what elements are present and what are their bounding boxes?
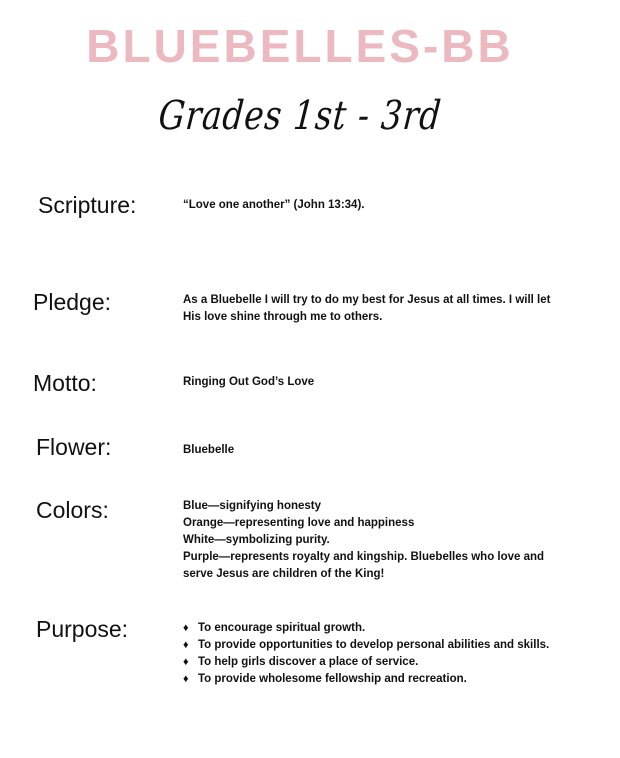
purpose-item-text: To help girls discover a place of service. — [198, 656, 419, 668]
purpose-label: Purpose: — [36, 616, 129, 642]
scripture-label: Scripture: — [38, 192, 137, 218]
diamond-bullet-icon: ♦ — [183, 622, 189, 634]
colors-label: Colors: — [36, 497, 109, 523]
purpose-item — [183, 637, 593, 654]
colors-line-5: serve Jesus are children of the King! — [183, 568, 385, 580]
diamond-bullet-icon: ♦ — [183, 639, 189, 651]
purpose-item — [183, 671, 593, 688]
colors-line-3: White—symbolizing purity. — [183, 534, 330, 546]
colors-line-2: Orange—representing love and happiness — [183, 517, 415, 529]
scripture-text — [183, 197, 593, 214]
pledge-label: Pledge: — [33, 289, 112, 315]
scripture-line: “Love one another” (John 13:34). — [183, 199, 365, 211]
pledge-line-1: As a Bluebelle I will try to do my best for Jesus at all times. I will let — [183, 294, 551, 306]
pledge-text — [183, 292, 593, 326]
purpose-item-text: To encourage spiritual growth. — [198, 622, 366, 634]
flower-label: Flower: — [36, 434, 112, 460]
colors-text — [183, 498, 593, 583]
purpose-item-text: To provide opportunities to develop personal abilities and skills. — [198, 639, 550, 651]
motto-text — [183, 374, 593, 391]
purpose-item-text: To provide wholesome fellowship and recreation. — [198, 673, 467, 685]
flower-text — [183, 442, 593, 459]
purpose-list — [183, 620, 593, 688]
motto-line: Ringing Out God’s Love — [183, 376, 315, 388]
page-subtitle: Grades 1st - 3rd — [156, 93, 444, 139]
purpose-item — [183, 620, 593, 637]
motto-label: Motto: — [33, 370, 97, 396]
diamond-bullet-icon: ♦ — [183, 673, 189, 685]
colors-line-1: Blue—signifying honesty — [183, 500, 322, 512]
page-title: BLUEBELLES-BB — [86, 20, 514, 72]
colors-line-4: Purple—represents royalty and kingship. Bluebelles who love and — [183, 551, 545, 563]
flower-line: Bluebelle — [183, 444, 235, 456]
pledge-line-2: His love shine through me to others. — [183, 311, 383, 323]
diamond-bullet-icon: ♦ — [183, 656, 189, 668]
purpose-item — [183, 654, 593, 671]
